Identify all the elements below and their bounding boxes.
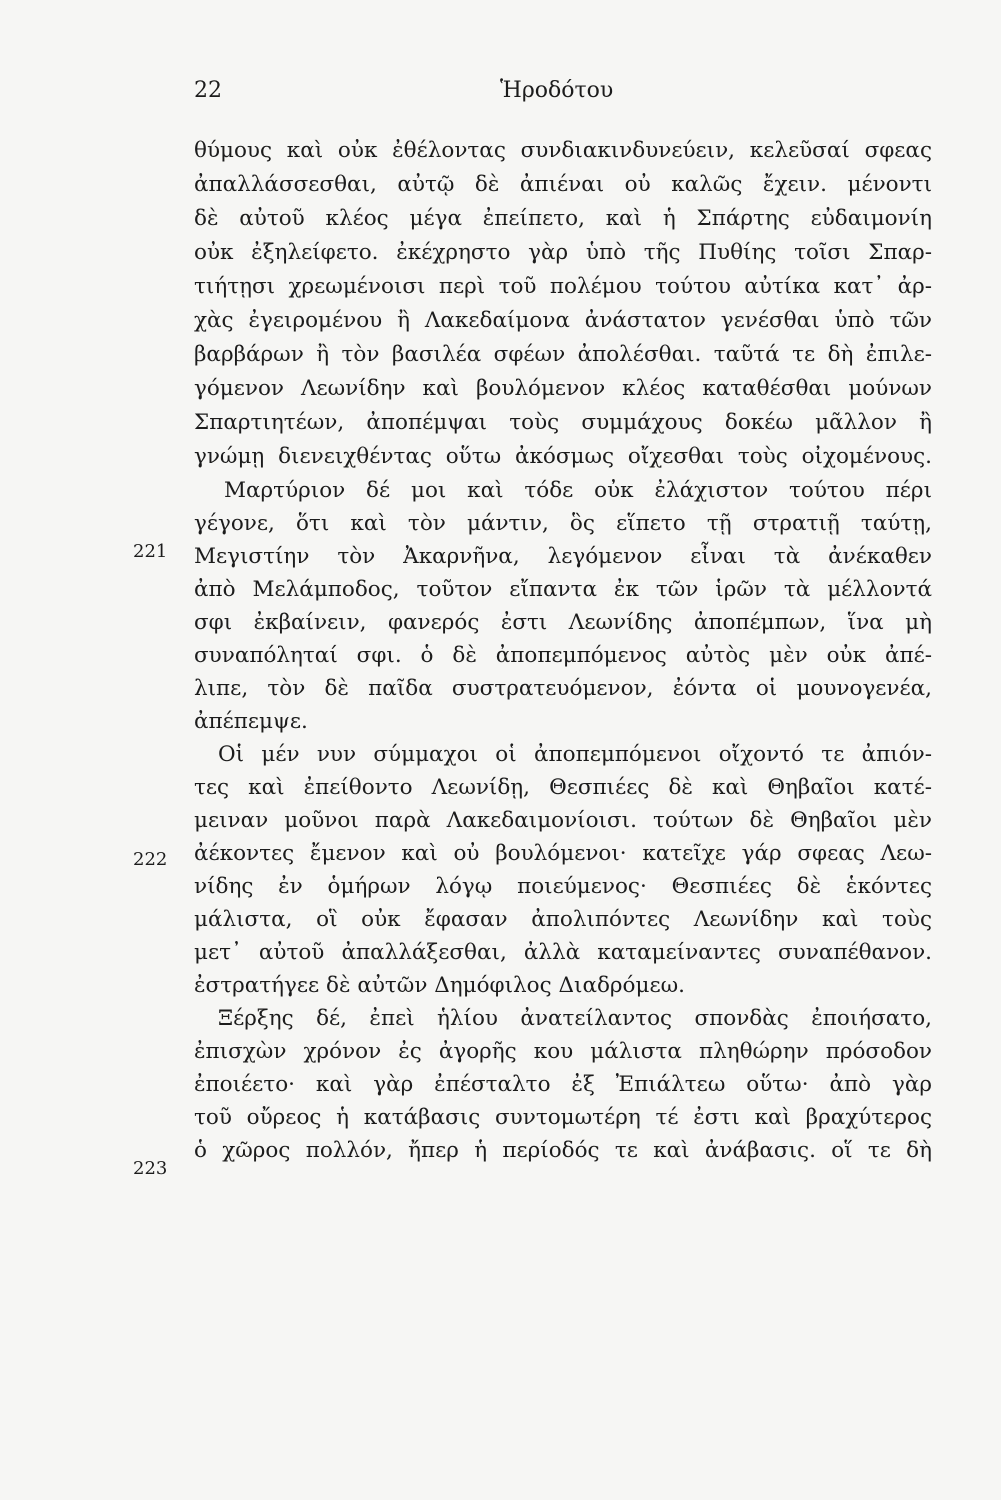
text-line: συναπόληταί σφι. ὁ δὲ ἀποπεμπόμενος αὐτὸς μὲν οὐκ ἀπέ- bbox=[194, 643, 932, 668]
text-line: ὁ χῶρος πολλόν, ἤπερ ἡ περίοδός τε καὶ ἀνάβασις. οἵ τε δὴ bbox=[194, 1138, 932, 1163]
chapter-number-223: 223 bbox=[133, 1158, 168, 1179]
text-line: ἐπισχὼν χρόνον ἐς ἀγορῆς κου μάλιστα πληθώρην πρόσοδον bbox=[194, 1039, 932, 1064]
text-line: Ξέρξης δέ, ἐπεὶ ἡλίου ἀνατείλαντος σπονδὰς ἐποιήσατο, bbox=[218, 1006, 932, 1031]
text-line: μάλιστα, οἳ οὐκ ἔφασαν ἀπολιπόντες Λεωνίδην καὶ τοὺς bbox=[194, 907, 932, 932]
text-line: δὲ αὐτοῦ κλέος μέγα ἐπείπετο, καὶ ἡ Σπάρτης εὐδαιμονίη bbox=[194, 206, 932, 231]
text-line: ἀπὸ Μελάμποδος, τοῦτον εἴπαντα ἐκ τῶν ἱρῶν τὰ μέλλοντά bbox=[194, 577, 932, 602]
chapter-number-221: 221 bbox=[133, 541, 168, 562]
text-line: ἀπέπεμψε. bbox=[194, 709, 308, 734]
text-line: τες καὶ ἐπείθοντο Λεωνίδῃ, Θεσπιέες δὲ καὶ Θηβαῖοι κατέ- bbox=[194, 775, 932, 800]
text-line: Μεγιστίην τὸν Ἀκαρνῆνα, λεγόμενον εἶναι τὰ ἀνέκαθεν bbox=[194, 544, 932, 569]
text-line: θύμους καὶ οὐκ ἐθέλοντας συνδιακινδυνεύειν, κελεῦσαί σφεας bbox=[194, 138, 932, 163]
text-line: ἐστρατήγεε δὲ αὐτῶν Δημόφιλος Διαδρόμεω. bbox=[194, 973, 685, 998]
text-line: μετ᾽ αὐτοῦ ἀπαλλάξεσθαι, ἀλλὰ καταμείναντες συναπέθανον. bbox=[194, 940, 932, 965]
text-line: ἐποιέετο· καὶ γὰρ ἐπέσταλτο ἐξ Ἐπιάλτεω οὕτω· ἀπὸ γὰρ bbox=[194, 1072, 932, 1097]
text-line: οὐκ ἐξηλείφετο. ἐκέχρηστο γὰρ ὑπὸ τῆς Πυθίης τοῖσι Σπαρ- bbox=[194, 240, 932, 265]
text-line: τιήτῃσι χρεωμένοισι περὶ τοῦ πολέμου τούτου αὐτίκα κατ᾽ ἀρ- bbox=[194, 274, 932, 299]
running-title: Ἡροδότου bbox=[500, 78, 614, 103]
text-line: γόμενον Λεωνίδην καὶ βουλόμενον κλέος καταθέσθαι μούνων bbox=[194, 376, 932, 401]
text-line: λιπε, τὸν δὲ παῖδα συστρατευόμενον, ἐόντα οἱ μουνογενέα, bbox=[194, 676, 932, 701]
text-line: γέγονε, ὅτι καὶ τὸν μάντιν, ὃς εἵπετο τῇ στρατιῇ ταύτῃ, bbox=[194, 511, 932, 536]
text-line: ἀπαλλάσσεσθαι, αὐτῷ δὲ ἀπιέναι οὐ καλῶς ἔχειν. μένοντι bbox=[194, 172, 932, 197]
text-line: Σπαρτιητέων, ἀποπέμψαι τοὺς συμμάχους δοκέω μᾶλλον ἢ bbox=[194, 410, 932, 435]
chapter-number-222: 222 bbox=[133, 849, 168, 870]
text-line: τοῦ οὔρεος ἡ κατάβασις συντομωτέρη τέ ἐστι καὶ βραχύτερος bbox=[194, 1105, 932, 1130]
text-line: Μαρτύριον δέ μοι καὶ τόδε οὐκ ἐλάχιστον τούτου πέρι bbox=[224, 478, 932, 503]
text-line: χὰς ἐγειρομένου ἢ Λακεδαίμονα ἀνάστατον γενέσθαι ὑπὸ τῶν bbox=[194, 308, 932, 333]
page-number: 22 bbox=[194, 78, 222, 103]
text-line: νίδης ἐν ὁμήρων λόγῳ ποιεύμενος· Θεσπιέες δὲ ἑκόντες bbox=[194, 874, 932, 899]
text-line: σφι ἐκβαίνειν, φανερός ἐστι Λεωνίδης ἀποπέμπων, ἵνα μὴ bbox=[194, 610, 932, 635]
text-line: μειναν μοῦνοι παρὰ Λακεδαιμονίοισι. τούτων δὲ Θηβαῖοι μὲν bbox=[194, 808, 932, 833]
text-line: βαρβάρων ἢ τὸν βασιλέα σφέων ἀπολέσθαι. ταῦτά τε δὴ ἐπιλε- bbox=[194, 342, 932, 367]
text-line: ἀέκοντες ἔμενον καὶ οὐ βουλόμενοι· κατεῖχε γάρ σφεας Λεω- bbox=[194, 841, 932, 866]
text-line: γνώμῃ διενειχθέντας οὕτω ἀκόσμως οἴχεσθαι τοὺς οἰχομένους. bbox=[194, 444, 932, 469]
text-line: Οἱ μέν νυν σύμμαχοι οἱ ἀποπεμπόμενοι οἴχοντό τε ἀπιόν- bbox=[218, 742, 932, 767]
body-text bbox=[194, 134, 932, 1167]
